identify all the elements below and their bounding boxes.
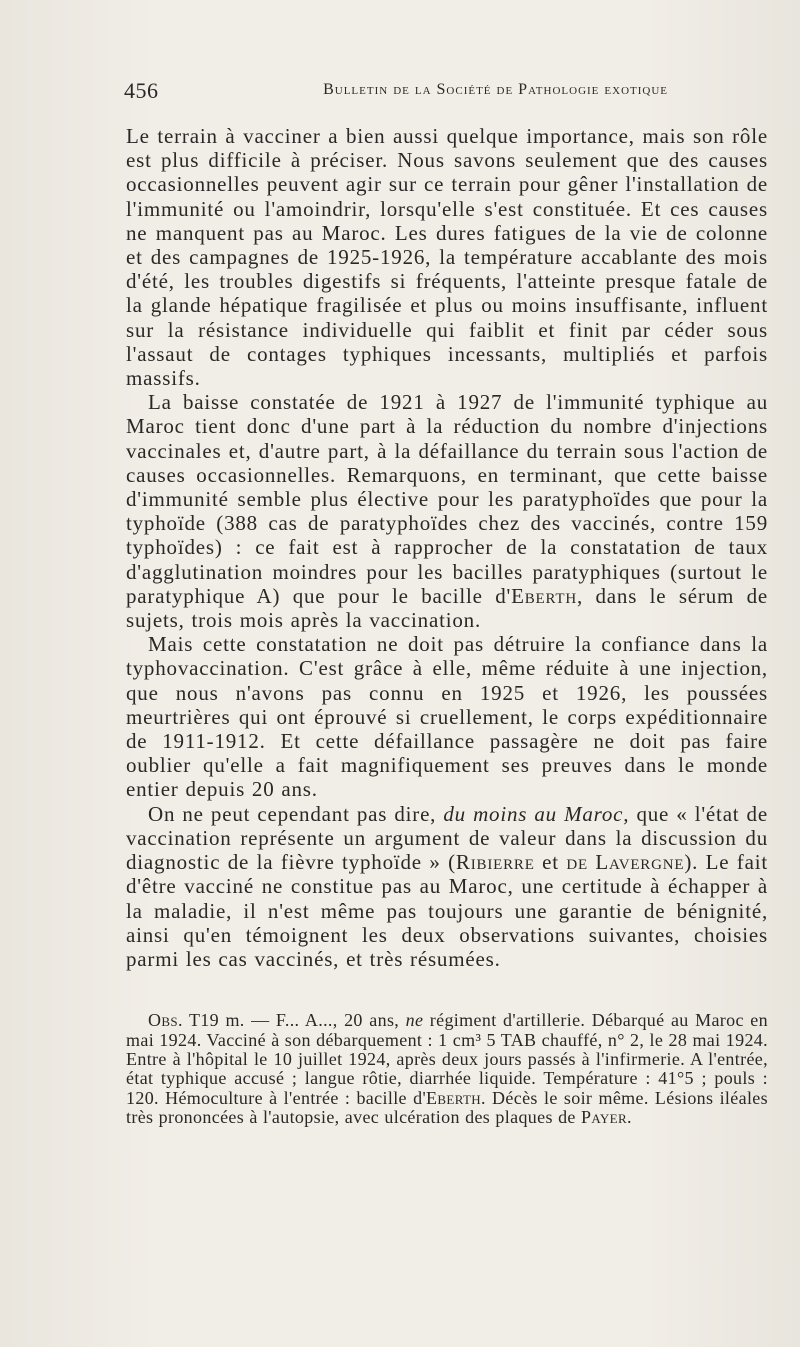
page-header — [124, 78, 668, 108]
observation-label: Obs. — [148, 1010, 183, 1031]
running-title: Bulletin de la Société de Pathologie exotique — [323, 81, 668, 98]
regiment-number: ne — [405, 1010, 424, 1031]
paragraph-terrain — [126, 124, 768, 390]
italic-phrase: du moins au Maroc, — [443, 801, 630, 826]
observation-text: . Décès le soir même. Lésions iléales très prononcées à l'autopsie, avec ulcération des plaques de — [126, 1087, 769, 1128]
paragraph-confiance — [126, 632, 768, 801]
observation-text: T19 m. — F... A..., 20 ans, — [182, 1010, 406, 1031]
paragraph-text: Mais cette constatation ne doit pas détruire la confiance dans la typhovaccination. C'est grâce à elle, même réduite à une injection, que nous n'avons pas connu en 1925 et 1926, les poussées meurtrières qui ont éprouvé si cruellement, le corps expéditionnaire de 1911-1912. Et cette défaillance passagère ne doit pas faire oublier qu'elle a fait magnifiquement ses preuves dans le monde entier depuis 20 ans. — [126, 632, 768, 802]
body-text — [126, 124, 768, 1128]
paragraph-baisse — [126, 390, 768, 632]
observation-note — [126, 1011, 768, 1127]
author-name-eberth: Eberth — [511, 583, 577, 608]
author-name-ribierre: Ribierre — [455, 850, 535, 875]
paragraph-text: ). Le fait d'être vacciné ne constitue pas au Maroc, une certitude à échapper à la maladie, il n'est même pas toujours une garantie de bénignité, ainsi qu'en témoignent les deux observations suivantes, choisies parmi les cas vaccinés, et très résumées. — [126, 850, 768, 971]
paragraph-text: On ne peut cependant pas dire, — [148, 801, 444, 826]
author-name-eberth: Eberth — [426, 1087, 481, 1108]
paragraph-text: , dans le sérum de sujets, trois mois après la vaccination. — [126, 583, 769, 633]
paragraph-text: et — [534, 850, 567, 875]
page-number: 456 — [124, 78, 159, 103]
observation-text: régiment d'artillerie. Débarqué au Maroc en mai 1924. Vacciné à son débarquement : 1 cm³ 5 TAB chauffé, n° 2, le 28 mai 1924. Entre à l'hôpital le 10 juillet 1924, après deux jours passés à l'infirmerie. A l'entrée, état typhique accusé ; langue rôtie, diarrhée liquide. Température : 41°5 ; pouls : 120. Hémoculture à l'entrée : bacille d' — [126, 1010, 768, 1108]
author-name-payer: Payer — [581, 1107, 627, 1128]
observation-text: . — [627, 1107, 632, 1128]
paragraph-diagnostic — [126, 802, 768, 971]
author-name-lavergne: de Lavergne — [566, 850, 685, 875]
paragraph-text: que « l'état de vaccination représente un argument de valeur dans la discussion du diagnostic de la fièvre typhoïde » ( — [126, 801, 768, 875]
paragraph-text: La baisse constatée de 1921 à 1927 de l'immunité typhique au Maroc tient donc d'une part à la réduction du nombre d'injections vaccinales et, d'autre part, à la défaillance du terrain sous l'action de causes occasionnelles. Remarquons, en terminant, que cette baisse d'immunité semble plus élective pour les paratyphoïdes que pour la typhoïde (388 cas de paratyphoïdes chez des vaccinés, contre 159 typhoïdes) : ce fait est à rapprocher de la constatation de taux d'agglutination moindres pour les bacilles paratyphiques (surtout le paratyphique A) que pour le bacille d' — [126, 390, 768, 608]
paragraph-text: Le terrain à vacciner a bien aussi quelque importance, mais son rôle est plus difficile à préciser. Nous savons seulement que des causes occasionnelles peuvent agir sur ce terrain pour gêner l'installation de l'immunité ou l'amoindrir, lorsqu'elle s'est constituée. Et ces causes ne manquent pas au Maroc. Les dures fatigues de la vie de colonne et des campagnes de 1925-1926, la température accablante des mois d'été, les troubles digestifs si fréquents, l'atteinte presque fatale de la glande hépatique fragilisée et plus ou moins insuffisante, influent sur la résistance individuelle qui faiblit et finit par céder sous l'assaut de contages typhiques incessants, multipliés et parfois massifs. — [126, 124, 768, 391]
